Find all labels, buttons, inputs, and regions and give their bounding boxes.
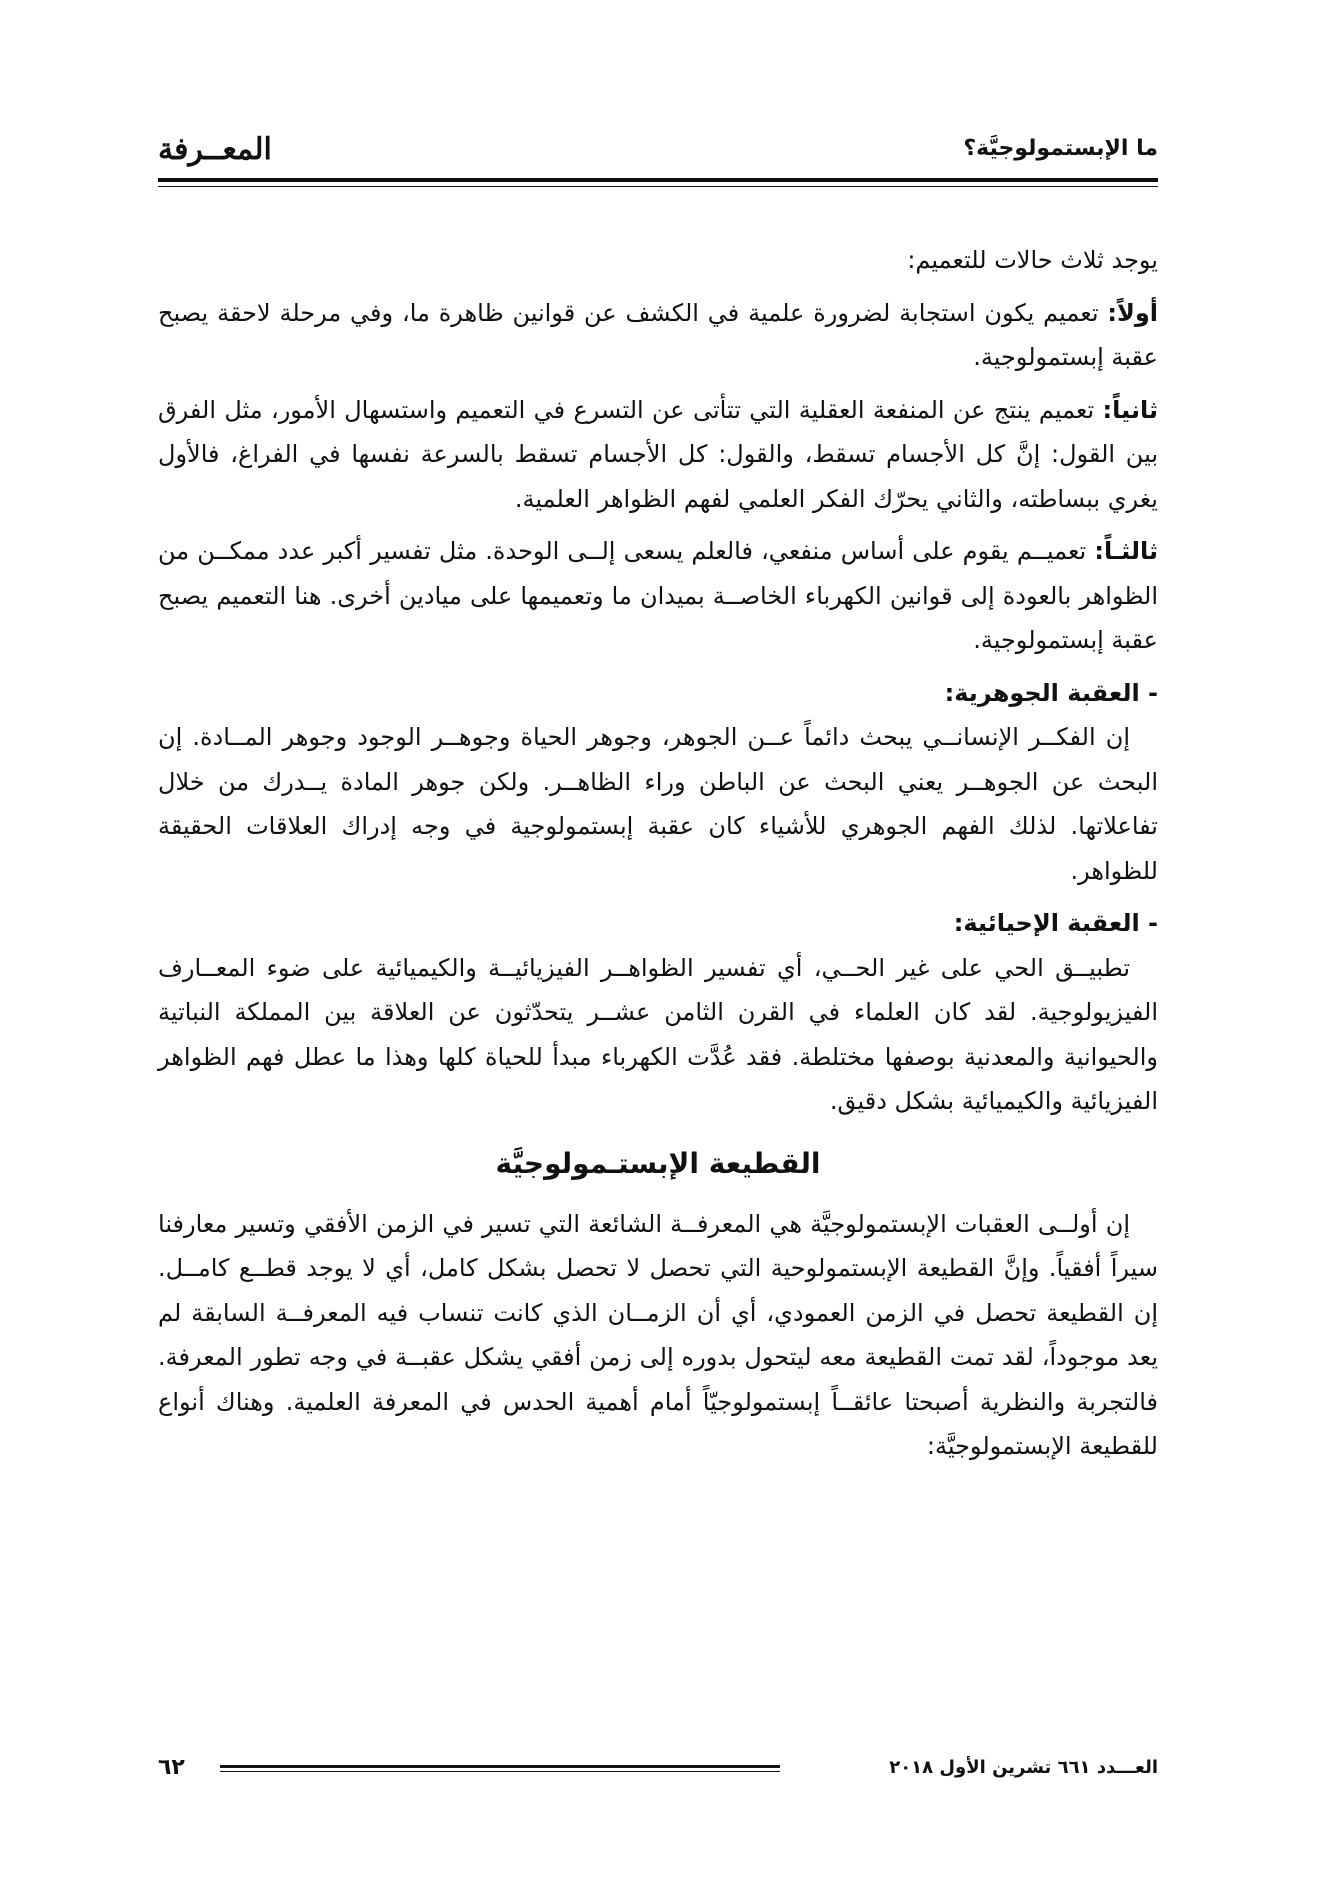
case-second (158, 388, 1158, 522)
case-first-lead: أولاً: (1107, 298, 1158, 327)
case-third-text: تعميــم يقوم على أساس منفعي، فالعلم يسعى إلــى الوحدة. مثل تفسير أكبر عدد ممكــن من الظواهر بالعودة إلى قوانين الكهرباء الخاصــة بميدان ما وتعميمها على ميادين أخرى. هنا التعميم يصبح عقبة إبستمولوجية. (158, 537, 1158, 654)
magazine-logo: المعــرفة (158, 132, 272, 167)
issue-info: العـــدد ٦٦١ تشرين الأول ٢٠١٨ (889, 1757, 1158, 1778)
footer-rule-thin (220, 1771, 780, 1772)
page-number: ٦٢ (158, 1755, 185, 1780)
paragraph-epistemological-break: إن أولــى العقبات الإبستمولوجيَّة هي المعرفــة الشائعة التي تسير في الزمن الأفقي وتسير معارفنا سيراً أفقياً. وإنَّ القطيعة الإبستمولوحية التي تحصل لا تحصل بشكل كامل، أي لا يوجد قطــع كامــل. إن القطيعة تحصل في الزمن العمودي، أي أن الزمــان الذي كانت تنساب فيه المعرفــة السابقة لم يعد موجوداً، لقد تمت القطيعة معه ليتحول بدوره إلى زمن أفقي يشكل عقبــة في وجه تطور المعرفة. فالتجربة والنظرية أصبحتا عائقــاً إبستمولوجيّاً أمام أهمية الحدس في المعرفة العلمية. وهناك أنواع للقطيعة الإبستمولوجيَّة: (158, 1209, 1158, 1460)
footer-rule (220, 1765, 780, 1768)
case-third (158, 529, 1158, 663)
running-title: ما الإبستمولوجيَّة؟ (963, 136, 1158, 161)
case-first (158, 291, 1158, 380)
paragraph-animist-obstacle: تطبيــق الحي على غير الحــي، أي تفسير الظواهــر الفيزيائيــة والكيميائية على ضوء المعــارف الفيزيولوجية. لقد كان العلماء في القرن الثامن عشــر يتحدّثون عن العلاقة بين المملكة النباتية والحيوانية والمعدنية بوصفها مختلطة. فقد عُدَّت الكهرباء مبدأ للحياة كلها وهذا ما عطل فهم الظواهر الفيزيائية والكيميائية بشكل دقيق. (158, 953, 1158, 1115)
paragraph-essential-obstacle: إن الفكــر الإنسانــي يبحث دائماً عــن الجوهر، وجوهر الحياة وجوهــر الوجود وجوهر المــادة. إن البحث عن الجوهــر يعني البحث عن الباطن وراء الظاهــر. ولكن جوهر المادة يــدرك من خلال تفاعلاتها. لذلك الفهم الجوهري للأشياء كان عقبة إبستمولوجية في وجه إدراك العلاقات الحقيقة للظواهر. (158, 723, 1158, 885)
header-rule-thin (158, 186, 1158, 187)
page-header (158, 132, 1158, 172)
case-second-lead: ثانياً: (1102, 395, 1158, 424)
case-second-text: تعميم ينتج عن المنفعة العقلية التي تتأتى عن التسرع في التعميم واستسهال الأمور، مثل الفرق بين القول: إنَّ كل الأجسام تسقط، والقول: كل الأجسام تسقط بالسرعة نفسها في الفراغ، فالأول يغري ببساطته، والثاني يحرّك الفكر العلمي لفهم الظواهر العلمية. (158, 395, 1158, 513)
subheading-essential-obstacle: - العقبة الجوهرية: (944, 678, 1158, 707)
section-title: القطيعة الإبستـمولوجيَّة (495, 1146, 821, 1180)
page-footer (158, 1755, 1158, 1785)
header-rule (158, 178, 1158, 182)
case-first-text: تعميم يكون استجابة لضرورة علمية في الكشف عن قوانين ظاهرة ما، وفي مرحلة لاحقة يصبح عقبة إبستمولوجية. (158, 298, 1158, 371)
subheading-animist-obstacle: - العقبة الإحيائية: (953, 909, 1158, 937)
article-body (158, 238, 1158, 1477)
intro-line: يوجد ثلاث حالات للتعميم: (907, 246, 1158, 274)
case-third-lead: ثالثـاً: (1094, 537, 1158, 565)
